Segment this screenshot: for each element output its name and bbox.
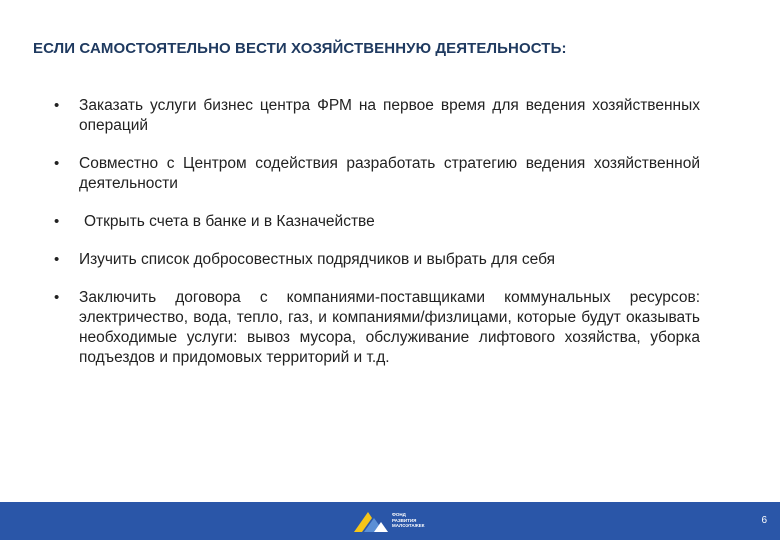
bullet-text: Совместно с Центром содействия разработать стратегию ведения хозяйственной деятельности [79,155,700,192]
bullet-item [52,250,700,270]
footer-bar [0,502,780,540]
bullet-text: Заказать услуги бизнес центра ФРМ на первое время для ведения хозяйственных операций [79,97,700,134]
bullet-item [52,96,700,136]
bullet-marker: • [54,251,60,268]
bullet-list [52,96,700,368]
slide-title: ЕСЛИ САМОСТОЯТЕЛЬНО ВЕСТИ ХОЗЯЙСТВЕННУЮ ДЕЯТЕЛЬНОСТЬ: [33,40,567,57]
fund-logo [354,510,434,534]
bullet-marker: • [54,97,60,114]
bullet-marker: • [54,213,60,230]
page-number: 6 [761,515,767,526]
bullet-marker: • [54,155,60,172]
bullet-text: Открыть счета в банке и в Казначействе [84,213,375,230]
logo-text: ФОНД РАЗВИТИЯ МАЛОЭТАЖЕК [392,512,425,528]
logo-mountains-icon [354,510,390,534]
bullet-marker: • [54,289,60,306]
bullet-text: Заключить договора с компаниями-поставщиками коммунальных ресурсов: электричество, вода, тепло, газ, и компаниями/физлицами, которые будут оказывать необходимые услуги: вывоз мусора, обслуживание лифтового хозяйства, уборка подъездов и придомовых территорий и т.д. [79,289,700,366]
bullet-item [52,288,700,368]
bullet-item [52,154,700,194]
bullet-item [52,212,700,232]
bullet-text: Изучить список добросовестных подрядчиков и выбрать для себя [79,251,556,268]
